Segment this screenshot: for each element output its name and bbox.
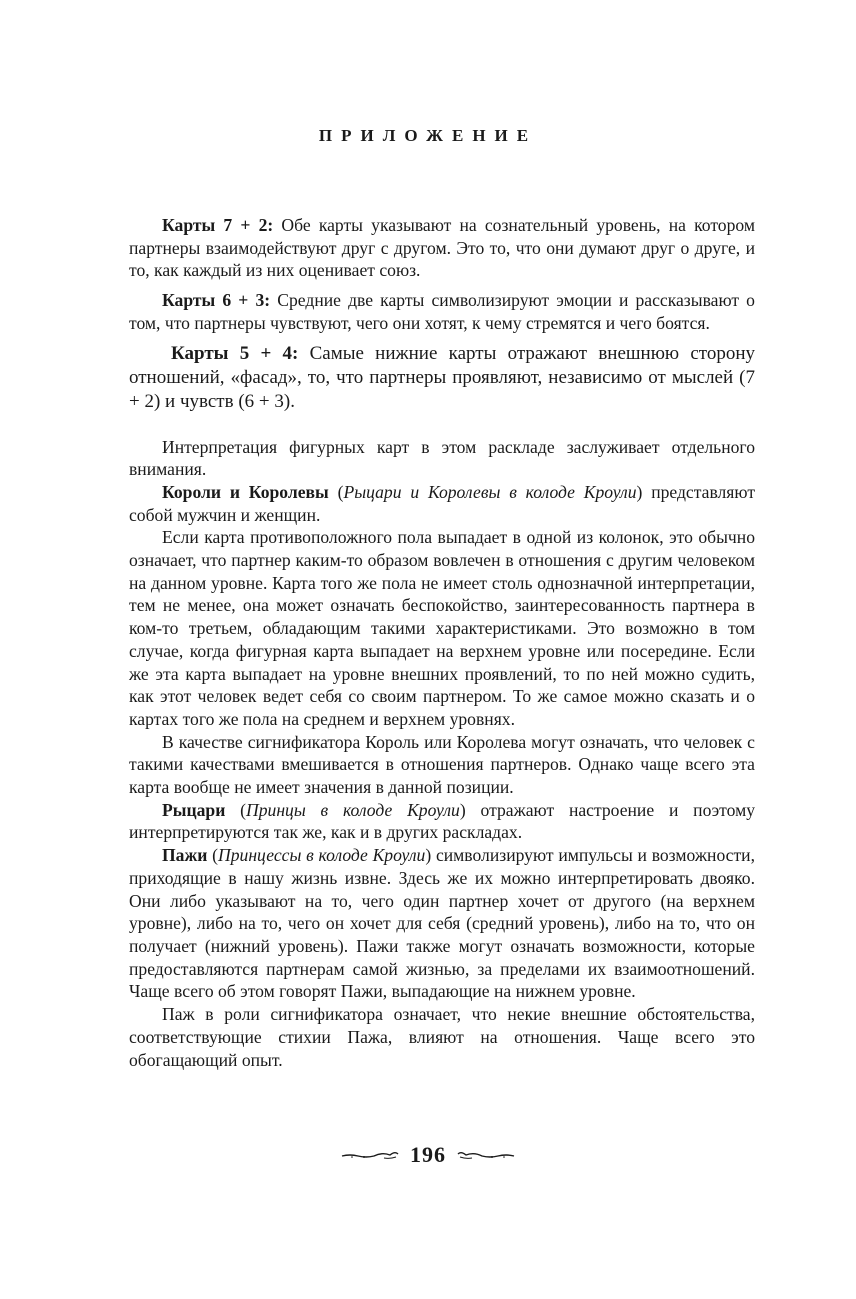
paragraph-text: представляют собой мужчин и женщин. [129,481,756,525]
paragraph [129,214,755,282]
paragraph: Рыцари (Принцы в колоде Кроули) отражают настроение и поэтому интерпретируются так же, как и в других раскладах. [129,799,755,843]
ornament-left-icon [340,1148,400,1162]
paragraph-text: В качестве сигнификатора Король или Королева могут означать, что человек с такими качествами вмешивается в отношения партнеров. Однако чаще всего эта карта вообще не имеет значения в данной позиции. [129,731,755,798]
paragraph-text: Интерпретация фигурных карт в этом раскладе заслуживает отдельного внимания. [129,436,755,480]
paragraph-text: символизируют импульсы и возможности, приходящие в нашу жизнь извне. Здесь же их можно интерпретировать двояко. Они либо указывают на то, чего один партнер хочет от другого (на верхнем уровне), либо на то, чего он хочет для себя (средний уровень), либо на то, что он получает (нижний уровень). Пажи также могут означать возможности, которые предоставляются партнерам самой жизнью, за пределами их взаимоотношений. Чаще всего об этом говорят Пажи, выпадающие на нижнем уровне. [129,845,755,1002]
paragraph-italic: Принцы в колоде Кроули [246,799,460,820]
body-text [129,214,755,1071]
paragraph [129,731,755,799]
paragraph: Короли и Королевы (Рыцари и Королевы в колоде Кроули) представляют собой мужчин и женщин. [129,481,756,525]
paragraph-lead: Карты 7 + 2: [162,215,274,235]
paragraph-lead: Карты 6 + 3: [162,290,271,311]
paragraph-italic: Рыцари и Королевы в колоде Кроули [343,481,637,502]
paragraph [129,289,755,334]
ornament-right-icon [456,1148,516,1162]
paragraph [129,342,755,414]
paragraph-lead: Карты 5 + 4: [171,342,299,364]
paragraph-text: Обе карты указывают на сознательный уровень, на котором партнеры взаимодействуют друг с другом. Это то, что они думают друг о друге, и то, как каждый из них оценивает союз. [129,215,755,281]
paragraph [129,436,755,481]
paragraph-lead: Рыцари [162,799,226,820]
paragraph: Пажи (Принцессы в колоде Кроули) символизируют импульсы и возможности, приходящие в нашу жизнь извне. Здесь же их можно интерпретировать двояко. Они либо указывают на то, чего один партнер хочет от другого (на верхнем уровне), либо на то, чего он хочет для себя (средний уровень), либо на то, что он получает (нижний уровень). Пажи также могут означать возможности, которые предоставляются партнерам самой жизнью, за пределами их взаимоотношений. Чаще всего об этом говорят Пажи, выпадающие на нижнем уровне. [129,845,755,1002]
paragraph-text: отражают настроение и поэтому интерпретируются так же, как и в других раскладах. [129,799,755,843]
paragraph-lead: Пажи [162,845,208,866]
paragraph-text: Паж в роли сигнификатора означает, что некие внешние обстоятельства, соответствующие стихии Пажа, влияют на отношения. Чаще всего это обогащающий опыт. [129,1004,755,1070]
paragraph-italic: Принцессы в колоде Кроули [218,845,426,866]
paragraph-text: Самые нижние карты отражают внешнюю сторону отношений, «фасад», то, что партнеры проявляют, независимо от мыслей (7 + 2) и чувств (6 + 3). [129,342,755,412]
paragraph [129,526,755,730]
folio [0,1142,856,1168]
page-number: 196 [410,1142,446,1167]
paragraph-lead: Короли и Королевы [162,481,329,502]
paragraph [129,1003,755,1071]
running-head: ПРИЛОЖЕНИЕ [318,126,538,145]
paragraph-text: Средние две карты символизируют эмоции и рассказывают о том, что партнеры чувствуют, чего они хотят, к чему стремятся и чего боятся. [129,290,755,333]
paragraph-text: Если карта противоположного пола выпадает в одной из колонок, это обычно означает, что партнер каким-то образом вовлечен в отношения с другим человеком на данном уровне. Карта того же пола не имеет столь однозначной интерпретации, тем не менее, она может означать беспокойство, заинтересованность партнера в ком-то третьем, обладающим такими характеристиками. Это возможно в том случае, когда фигурная карта выпадает на верхнем уровне или посередине. Если же эта карта выпадает на уровне внешних проявлений, то по ней можно судить, как этот человек ведет себя со своим партнером. То же самое можно сказать и о картах того же пола на среднем и верхнем уровнях. [129,527,755,729]
